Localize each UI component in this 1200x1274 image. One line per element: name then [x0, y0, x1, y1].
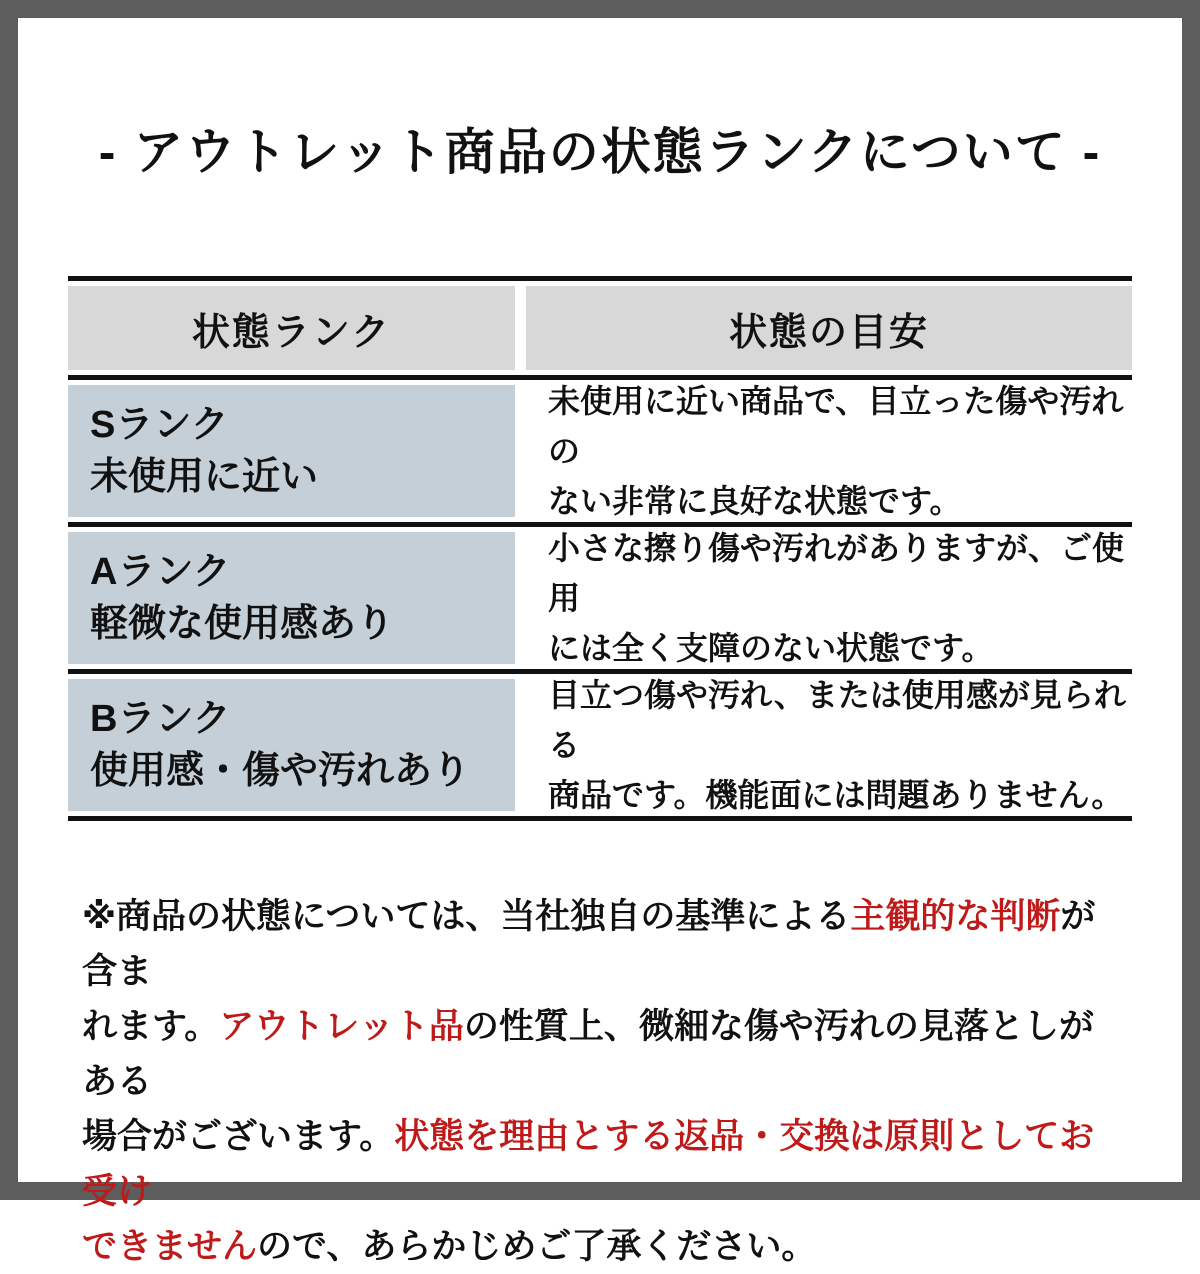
rank-subtitle: 軽微な使用感あり — [90, 603, 395, 645]
footer-line — [82, 889, 1126, 999]
rank-name: Bランク — [90, 698, 231, 740]
desc-cell-a — [526, 532, 1132, 664]
footer-text: 場合がございます。 — [82, 1117, 395, 1156]
rank-name: Aランク — [90, 551, 231, 593]
footer-text-red: アウトレット品 — [219, 1007, 464, 1046]
desc-line: 目立つ傷や汚れ、または使用感が見られる — [548, 677, 1126, 763]
desc-line: には全く支障のない状態です。 — [548, 630, 994, 666]
desc-line: 小さな擦り傷や汚れがありますが、ご使用 — [548, 530, 1125, 616]
footer-text: ※商品の状態については、当社独自の基準による — [82, 897, 851, 936]
page-title: - アウトレット商品の状態ランクについて - — [98, 124, 1102, 180]
desc-cell-s — [526, 385, 1132, 517]
rank-cell-a — [68, 532, 515, 664]
rank-subtitle: 使用感・傷や汚れあり — [90, 750, 471, 792]
table-header-row — [68, 281, 1132, 375]
footer-text-red: 主観的な判断 — [850, 897, 1061, 936]
table-row-b-rank — [68, 674, 1132, 816]
table-row-s-rank — [68, 380, 1132, 522]
condition-rank-table — [68, 276, 1132, 821]
footer-line — [82, 999, 1126, 1109]
footer-line — [82, 1219, 1126, 1274]
footer-text: の性質上、微細な傷や汚れの見落としがある — [82, 1007, 1094, 1101]
header-cell-guide: 状態の目安 — [526, 286, 1132, 370]
footer-text: が含ま — [82, 897, 1096, 991]
desc-line: 商品です。機能面には問題ありません。 — [548, 777, 1124, 813]
footer-text: れます。 — [82, 1007, 220, 1046]
desc-line: ない非常に良好な状態です。 — [548, 483, 962, 519]
desc-line: 未使用に近い商品で、目立った傷や汚れの — [548, 383, 1124, 469]
rank-subtitle: 未使用に近い — [90, 456, 319, 498]
rank-cell-b — [68, 679, 515, 811]
table-row-a-rank — [68, 527, 1132, 669]
desc-cell-b — [526, 679, 1132, 811]
footer-text: ので、あらかじめご了承ください。 — [257, 1227, 817, 1266]
header-cell-rank: 状態ランク — [68, 286, 515, 370]
rank-name: Sランク — [90, 404, 229, 446]
disclaimer-note — [82, 889, 1126, 1274]
rank-cell-s — [68, 385, 515, 517]
footer-text-red: 状態を理由とする返品・交換は原則としてお受け — [82, 1117, 1095, 1211]
footer-line — [82, 1109, 1126, 1219]
footer-text-red: できません — [82, 1227, 258, 1266]
